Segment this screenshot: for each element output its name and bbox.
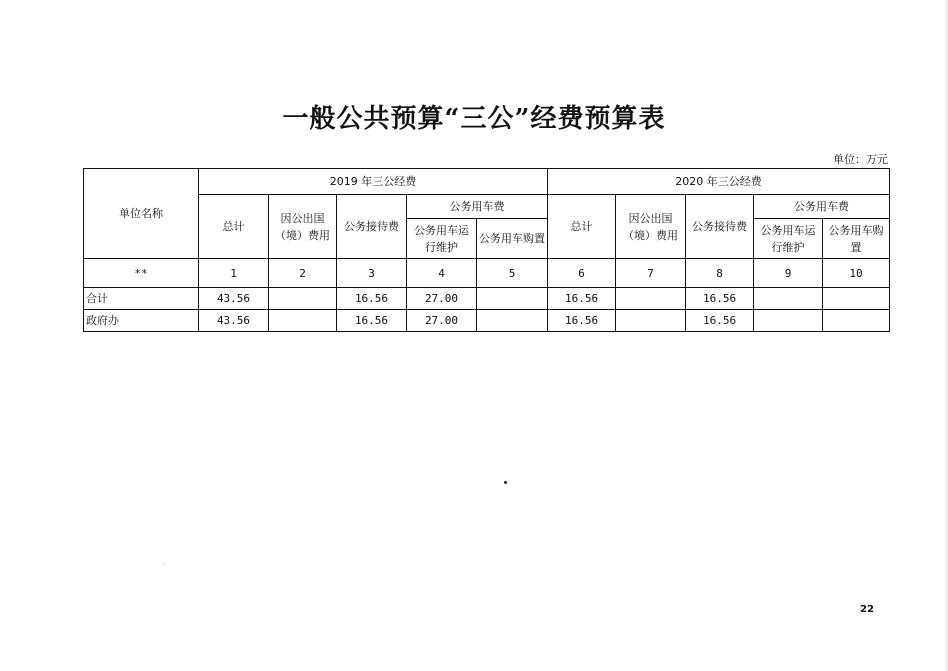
header-unit-name: 单位名称 [84,169,199,259]
index-cell: 10 [823,259,890,288]
table-cell [269,288,337,310]
index-row [84,259,890,288]
table-cell: 16.56 [548,310,616,332]
row-name: 政府办 [84,310,199,332]
table-row [84,288,890,310]
header-row-years [84,169,890,195]
table-cell: 16.56 [337,288,407,310]
index-cell: 4 [407,259,477,288]
index-cell: 2 [269,259,337,288]
header-year-2020: 2020 年三公经费 [548,169,890,195]
table-cell: 27.00 [407,288,477,310]
table-cell [269,310,337,332]
table-cell: 43.56 [199,310,269,332]
table-cell [616,288,686,310]
stray-mark-faint [163,563,164,564]
table-cell [823,310,890,332]
table-cell [754,310,823,332]
index-cell: 9 [754,259,823,288]
header-2019-vehicle-maintenance: 公务用车运行维护 [407,219,477,259]
row-name: 合计 [84,288,199,310]
stray-mark [504,481,507,484]
table-cell [754,288,823,310]
index-cell: 7 [616,259,686,288]
page-title: 一般公共预算“三公”经费预算表 [282,104,666,134]
header-2019-reception: 公务接待费 [337,195,407,259]
index-cell: 3 [337,259,407,288]
budget-table [83,168,890,332]
table-cell [477,288,548,310]
header-2019-vehicle: 公务用车费 [407,195,548,219]
unit-label: 单位：万元 [833,153,888,166]
table-cell [616,310,686,332]
table-cell: 27.00 [407,310,477,332]
table-cell: 16.56 [548,288,616,310]
table-cell [823,288,890,310]
index-cell: ** [84,259,199,288]
index-cell: 8 [686,259,754,288]
header-2020-overseas: 因公出国（境）费用 [616,195,686,259]
table-cell: 43.56 [199,288,269,310]
header-2019-total: 总计 [199,195,269,259]
table-cell: 16.56 [337,310,407,332]
table-row [84,310,890,332]
header-row-categories [84,195,890,219]
index-cell: 5 [477,259,548,288]
header-2020-vehicle-purchase: 公务用车购置 [823,219,890,259]
index-cell: 1 [199,259,269,288]
page-number: 22 [860,604,874,615]
header-2020-vehicle: 公务用车费 [754,195,890,219]
table-cell: 16.56 [686,310,754,332]
page-edge-shadow [944,0,948,671]
header-2019-overseas: 因公出国（境）费用 [269,195,337,259]
header-2020-total: 总计 [548,195,616,259]
header-2019-vehicle-purchase: 公务用车购置 [477,219,548,259]
header-2020-reception: 公务接待费 [686,195,754,259]
header-2020-vehicle-maintenance: 公务用车运行维护 [754,219,823,259]
table-cell: 16.56 [686,288,754,310]
index-cell: 6 [548,259,616,288]
table-cell [477,310,548,332]
header-year-2019: 2019 年三公经费 [199,169,548,195]
